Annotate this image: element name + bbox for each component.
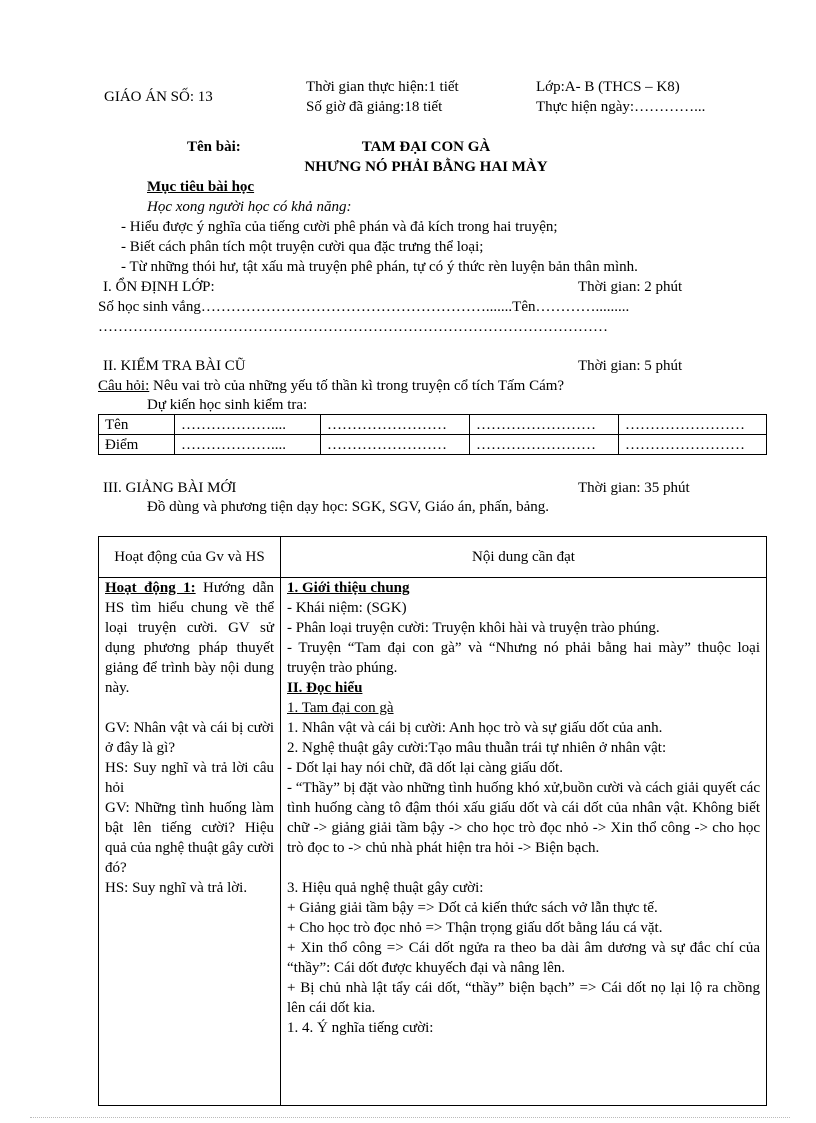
content-line: - “Thầy” bị đặt vào những tình huống khó xử,buồn cười và cách giải quyết các tình huống càng tô đậm thói xấu giấu dốt và cái dốt của nhân vật. Không biết chữ -> giảng giải tầm bậy -> cho học trò đọc nhỏ -> Xin thổ công -> cho học trò đọc to -> chủ nhà phát hiện tra hỏi -> Biện bạch. (287, 780, 760, 856)
table-row (99, 578, 767, 1106)
row-label: Tên (99, 415, 175, 435)
activity-text: Hướng dẫn HS tìm hiểu chung về thể loại truyện cười. GV sử dụng phương pháp thuyết giảng để trình bày nội dung này. (105, 580, 274, 696)
objective-item: - Hiểu được ý nghĩa của tiếng cười phê phán và đả kích trong hai truyện; (121, 219, 558, 235)
student-response: HS: Suy nghĩ và trả lời. (105, 880, 248, 896)
score-cell: …………………… (321, 435, 470, 455)
lesson-number: GIÁO ÁN SỐ: 13 (104, 89, 213, 105)
execution-time: Thời gian thực hiện:1 tiết (306, 79, 459, 95)
lesson-table (98, 536, 767, 1106)
title-line-1: TAM ĐẠI CON GÀ (361, 139, 491, 155)
hours-taught: Số giờ đã giảng:18 tiết (306, 99, 443, 115)
objectives-intro: Học xong người học có khả năng: (147, 199, 352, 215)
teaching-materials: Đồ dùng và phương tiện dạy học: SGK, SGV, Giáo án, phấn, bảng. (147, 499, 549, 515)
content-line: - Khái niệm: (SGK) (287, 600, 407, 616)
section-2-time: Thời gian: 5 phút (578, 358, 683, 374)
title-line-2: NHƯNG NÓ PHẢI BẰNG HAI MÀY (304, 159, 548, 175)
section-heading: 1. Giới thiệu chung (287, 580, 410, 596)
teacher-question: GV: Nhân vật và cái bị cười ở đây là gì? (105, 720, 274, 756)
name-cell: …………………… (619, 415, 767, 435)
table-row (99, 415, 767, 435)
content-line: + Cho học trò đọc nhỏ => Thận trọng giấu dốt bằng láu cá vặt. (287, 920, 663, 936)
section-1-time: Thời gian: 2 phút (578, 279, 683, 295)
content-line: 1. 4. Ý nghĩa tiếng cười: (287, 1020, 434, 1036)
content-cell (281, 578, 767, 1106)
content-line: + Giảng giải tầm bậy => Dốt cả kiến thức sách vở lẫn thực tế. (287, 900, 658, 916)
activity-1 (105, 578, 274, 698)
question-label: Câu hỏi: (98, 378, 150, 394)
section-3-title: III. GIẢNG BÀI MỚI (103, 480, 237, 496)
question-text: Nêu vai trò của những yếu tố thần kì trong truyện cổ tích Tấm Cám? (149, 378, 565, 394)
objective-item: - Biết cách phân tích một truyện cười qua đặc trưng thể loại; (121, 239, 484, 255)
student-check-table (98, 414, 767, 455)
dotted-line: ………………………………………………………………………………………… (98, 319, 608, 335)
content-line: + Bị chủ nhà lật tẩy cái dốt, “thầy” biện bạch” => Cái dốt nọ lại lộ ra chồng lên cái dốt kia. (287, 980, 760, 1016)
page-bottom-rule (30, 1117, 790, 1118)
header-content: Nội dung cần đạt (281, 537, 767, 578)
content-line: 2. Nghệ thuật gây cười:Tạo mâu thuẫn trái tự nhiên ở nhân vật: (287, 740, 667, 756)
content-line: - Dốt lại hay nói chữ, đã dốt lại càng giấu dốt. (287, 760, 563, 776)
section-1-title: I. ỔN ĐỊNH LỚP: (103, 279, 215, 295)
review-question (98, 376, 564, 396)
content-line: 3. Hiệu quả nghệ thuật gây cười: (287, 880, 484, 896)
execution-date: Thực hiện ngày:…………... (536, 99, 706, 115)
score-cell: ……………….... (175, 435, 321, 455)
score-cell: …………………… (470, 435, 619, 455)
class-info: Lớp:A- B (THCS – K8) (536, 79, 680, 95)
name-cell: …………………… (470, 415, 619, 435)
section-3-time: Thời gian: 35 phút (578, 480, 690, 496)
row-label: Điểm (99, 435, 175, 455)
activities-cell (99, 578, 281, 1106)
name-cell: ……………….... (175, 415, 321, 435)
content-line: - Truyện “Tam đại con gà” và “Nhưng nó phải bằng hai mày” thuộc loại truyện trào phúng. (287, 640, 760, 676)
content-line: 1. Nhân vật và cái bị cười: Anh học trò và sự giấu dốt của anh. (287, 720, 663, 736)
header-activities: Hoạt động của Gv và HS (99, 537, 281, 578)
teacher-question: GV: Những tình huống làm bật lên tiếng cười? Hiệu quả của nghệ thuật gây cười đó? (105, 800, 274, 876)
score-cell: …………………… (619, 435, 767, 455)
student-response: HS: Suy nghĩ và trả lời câu hỏi (105, 760, 274, 796)
table-header-row (99, 537, 767, 578)
name-cell: …………………… (321, 415, 470, 435)
subsection-heading: 1. Tam đại con gà (287, 700, 394, 716)
table-row (99, 435, 767, 455)
objective-item: - Từ những thói hư, tật xấu mà truyện phê phán, tự có ý thức rèn luyện bản thân mình. (121, 259, 638, 275)
content-line: - Phân loại truyện cười: Truyện khôi hài và truyện trào phúng. (287, 620, 660, 636)
section-heading: II. Đọc hiểu (287, 680, 363, 696)
expected-students-label: Dự kiến học sinh kiểm tra: (147, 397, 308, 413)
activity-label: Hoạt động 1: (105, 580, 196, 596)
title-label: Tên bài: (187, 139, 241, 155)
content-line: + Xin thổ công => Cái dốt ngửa ra theo ba dài âm dương và sự đắc chí của “thầy”: Cái dốt được khuyếch đại và nâng lên. (287, 940, 760, 976)
objectives-heading: Mục tiêu bài học (147, 179, 255, 195)
absent-students: Số học sinh vắng………………………………………………….......Tên…………......... (98, 299, 630, 315)
section-2-title: II. KIỂM TRA BÀI CŨ (103, 358, 246, 374)
